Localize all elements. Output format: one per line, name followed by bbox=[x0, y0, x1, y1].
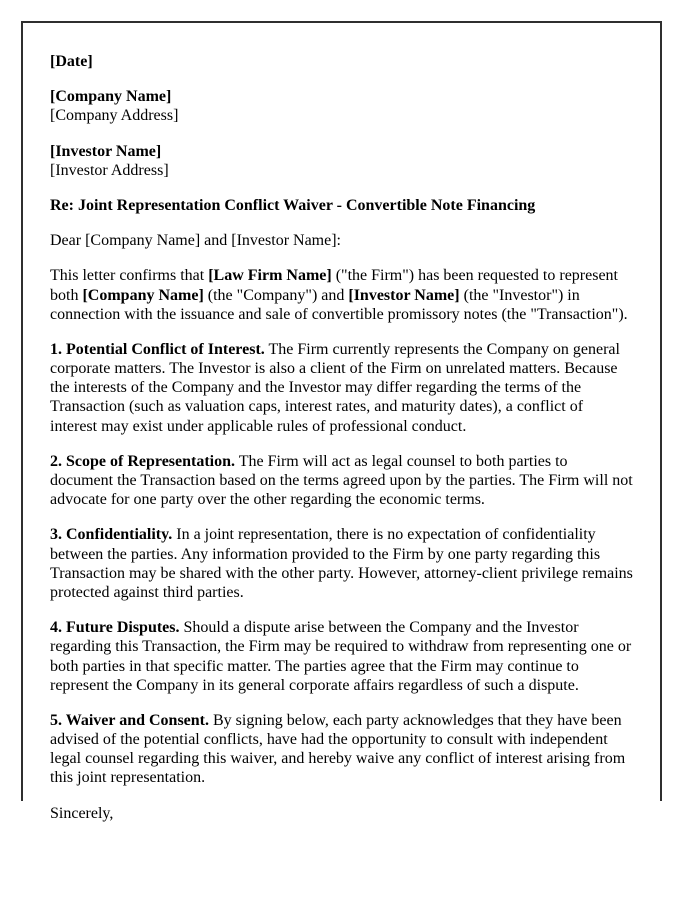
investor-name-inline: [Investor Name] bbox=[348, 286, 460, 304]
section-text-1: The Firm currently represents the Company on general corporate matters. The Investor is also a client of the Firm on unrelated matters. Because the interests of the Company and the Investor may differ regarding the terms of the Transaction (such as valuation caps, interest rates, and maturity dates), a conflict of interest may exist under applicable rules of professional conduct. bbox=[50, 340, 620, 435]
law-firm-name: [Law Firm Name] bbox=[208, 267, 332, 285]
intro-text: ("the Firm") has been requested to represent both bbox=[50, 267, 618, 304]
company-address-block bbox=[50, 87, 634, 125]
salutation: Dear [Company Name] and [Investor Name]: bbox=[50, 232, 341, 250]
intro-paragraph bbox=[50, 266, 634, 324]
intro-text: (the "Investor") in connection with the issuance and sale of convertible promissory notes (the "Transaction"). bbox=[50, 286, 628, 323]
section-text-5: By signing below, each party acknowledges that they have been advised of the potential conflicts, have had the opportunity to consult with independent legal counsel regarding this waiver, and hereby waive any conflict of interest arising from this joint representation. bbox=[50, 711, 626, 787]
section-paragraph-4 bbox=[50, 618, 634, 695]
section-heading-2: 2. Scope of Representation. bbox=[50, 452, 236, 470]
section-heading-4: 4. Future Disputes. bbox=[50, 619, 180, 637]
section-paragraph-5 bbox=[50, 711, 634, 788]
section-text-4: Should a dispute arise between the Company and the Investor regarding this Transaction, the Firm may be required to withdraw from representing one or both parties in that specific matter. The parties agree that the Firm may continue to represent the Company in its general corporate affairs regardless of such a dispute. bbox=[50, 619, 632, 694]
intro-text: This letter confirms that bbox=[50, 267, 209, 285]
company-address: [Company Address] bbox=[50, 107, 179, 125]
company-name: [Company Name] bbox=[50, 88, 172, 106]
company-name-inline: [Company Name] bbox=[82, 286, 204, 304]
subject-text: Re: Joint Representation Conflict Waiver - Convertible Note Financing bbox=[50, 196, 536, 214]
investor-name: [Investor Name] bbox=[50, 142, 162, 160]
intro-text: (the "Company") and bbox=[203, 286, 349, 304]
section-paragraph-1 bbox=[50, 340, 634, 436]
letter-container bbox=[21, 21, 662, 822]
investor-address: [Investor Address] bbox=[50, 161, 169, 179]
section-paragraph-3 bbox=[50, 525, 634, 602]
section-paragraph-2 bbox=[50, 452, 634, 510]
section-heading-5: 5. Waiver and Consent. bbox=[50, 711, 209, 729]
section-heading-1: 1. Potential Conflict of Interest. bbox=[50, 340, 265, 358]
section-heading-3: 3. Confidentiality. bbox=[50, 526, 173, 544]
section-text-2: The Firm will act as legal counsel to both parties to document the Transaction based on the terms agreed upon by the parties. The Firm will not advocate for one party over the other regarding the economic terms. bbox=[50, 452, 633, 509]
investor-address-block bbox=[50, 142, 634, 180]
closing-line: Sincerely, bbox=[50, 804, 114, 822]
subject-line bbox=[50, 196, 634, 215]
section-text-3: In a joint representation, there is no expectation of confidentiality between the parties. Any information provided to the Firm by one party regarding this Transaction may be shared with the other party. However, attorney-client privilege remains protected against third parties. bbox=[50, 526, 633, 601]
date-line bbox=[50, 52, 634, 71]
date-placeholder: [Date] bbox=[50, 53, 93, 70]
